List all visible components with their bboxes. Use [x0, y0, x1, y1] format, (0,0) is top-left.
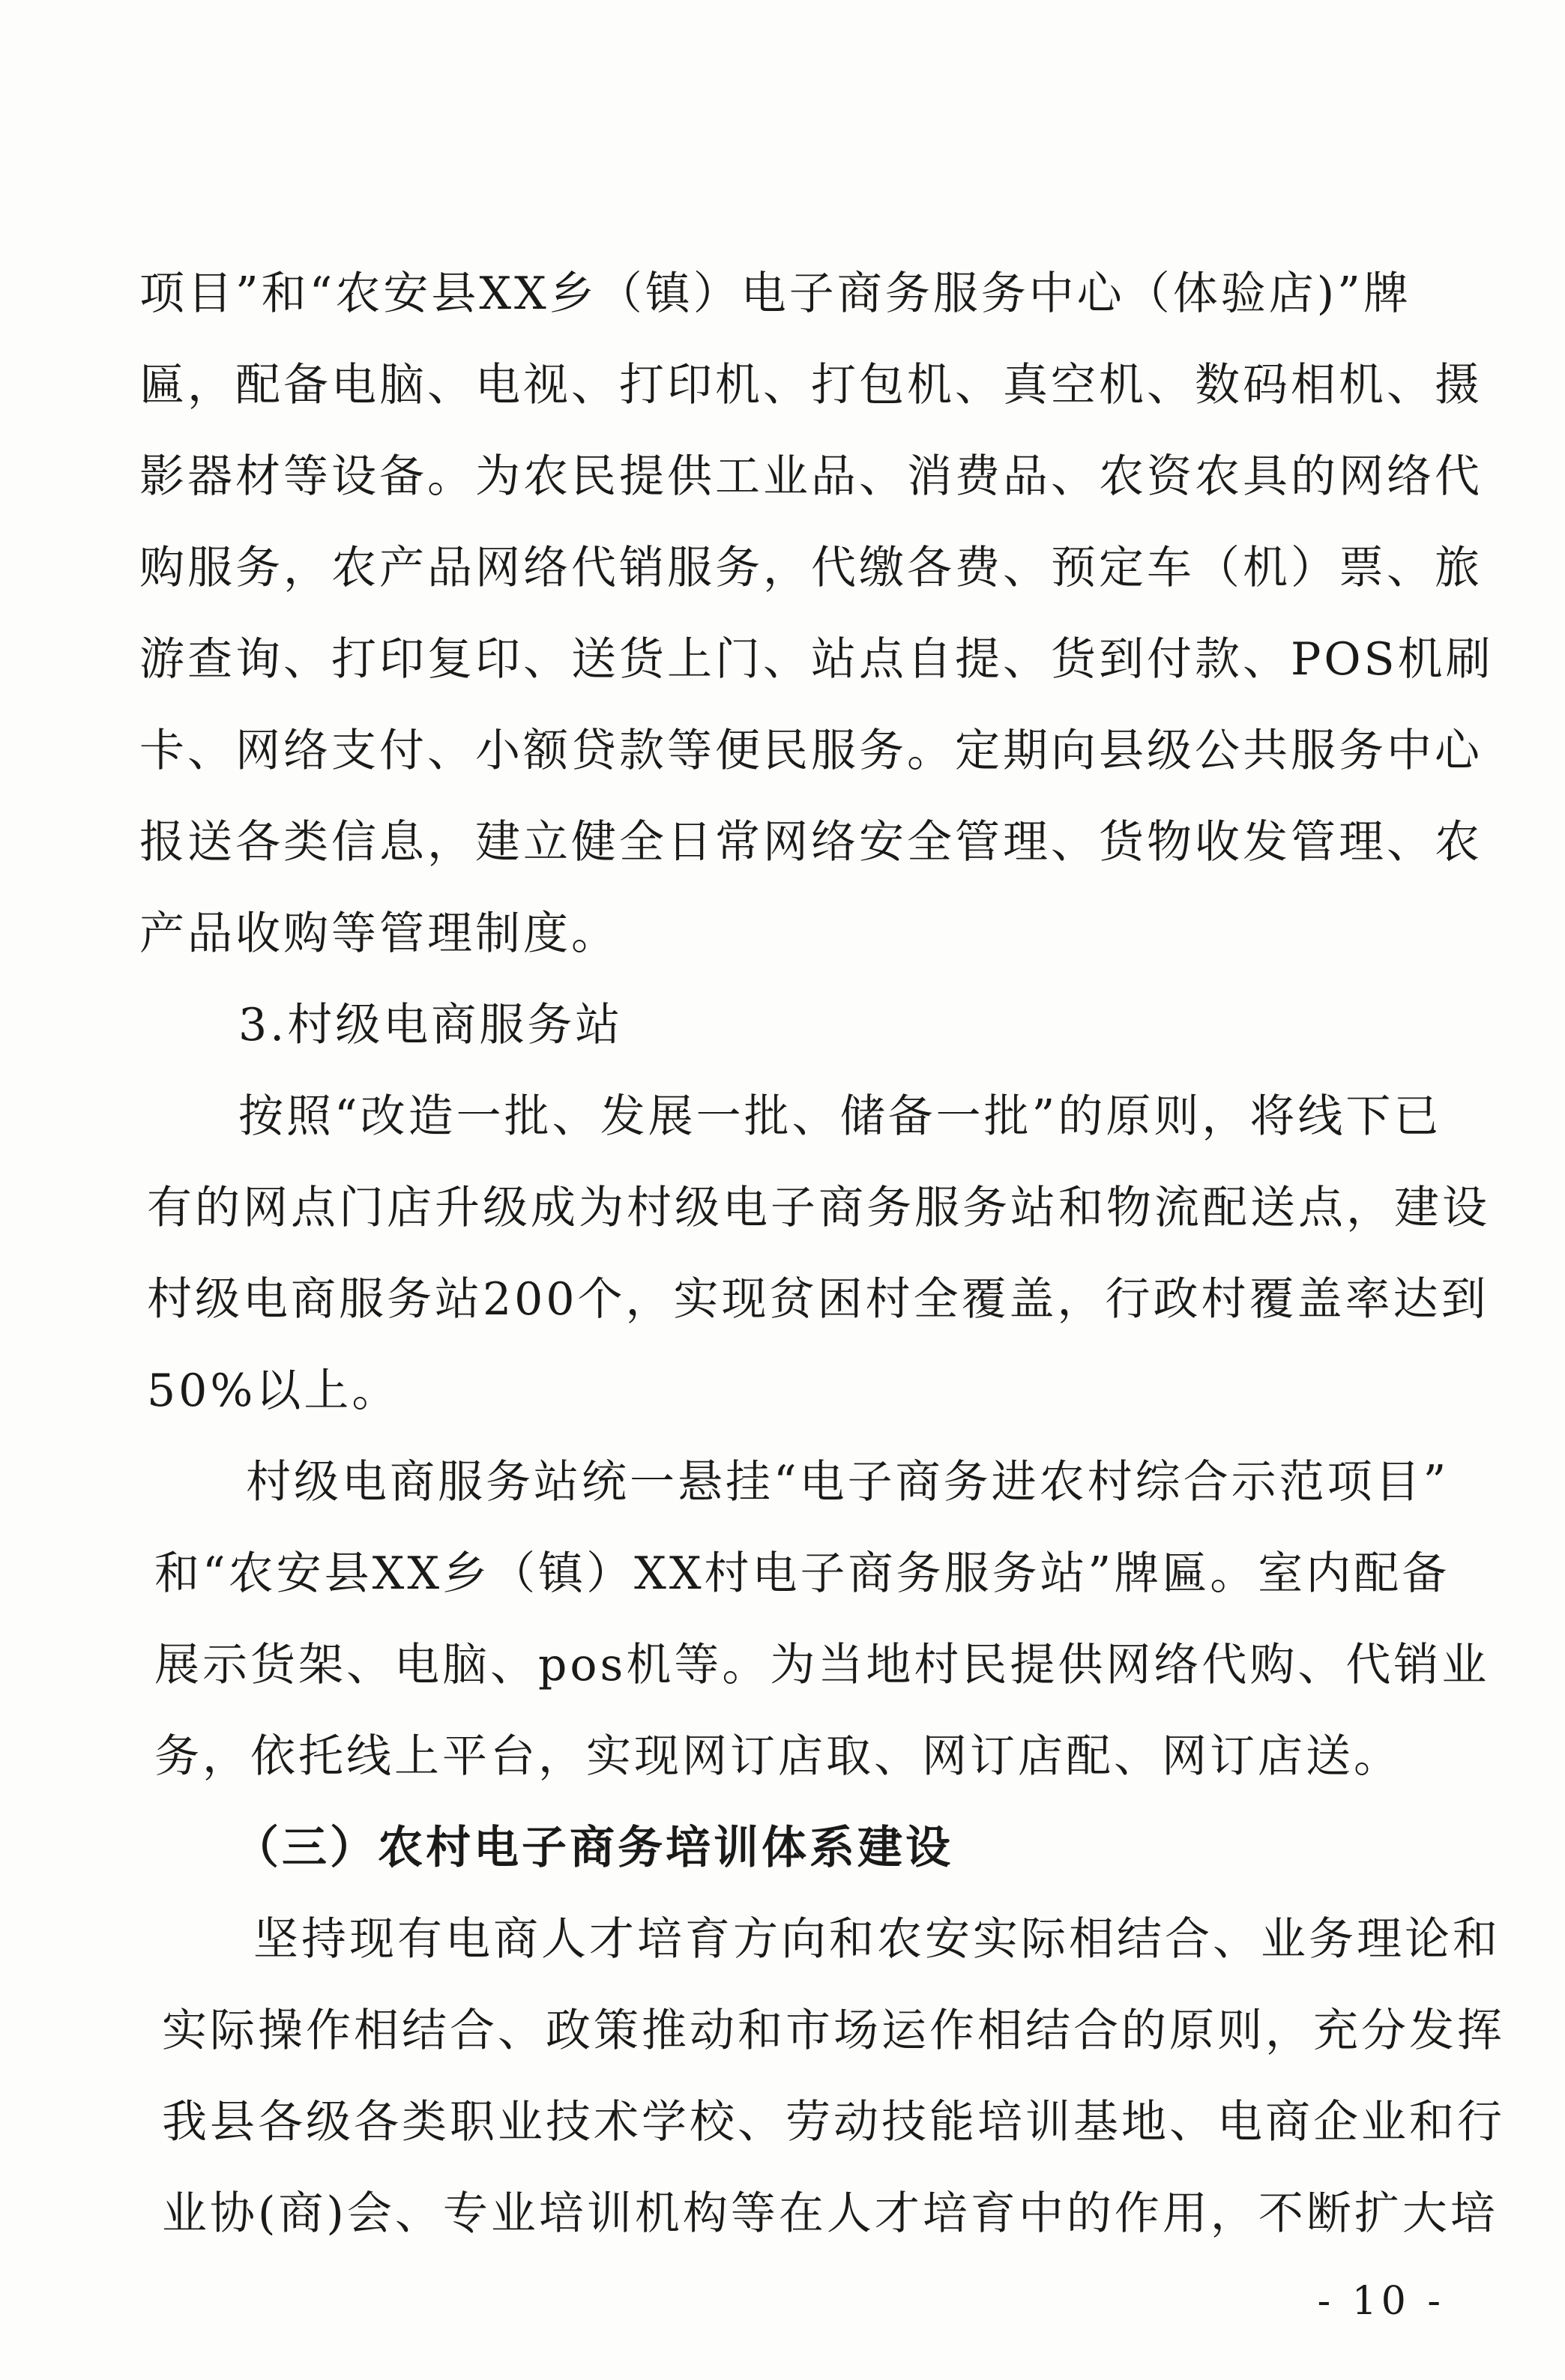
- text-line-2: 匾，配备电脑、电视、打印机、打包机、真空机、数码相机、摄: [139, 359, 1483, 411]
- text-line-19: 坚持现有电商人才培育方向和农安实际相结合、业务理论和: [253, 1913, 1501, 1966]
- text-line-20: 实际操作相结合、政策推动和市场运作相结合的原则，充分发挥: [162, 2005, 1505, 2057]
- text-line-21: 我县各级各类职业技术学校、劳动技能培训基地、电商企业和行: [162, 2096, 1505, 2148]
- text-line-10: 按照“改造一批、发展一批、储备一批”的原则，将线下已: [238, 1090, 1442, 1143]
- text-line-6: 卡、网络支付、小额贷款等便民服务。定期向县级公共服务中心: [139, 725, 1483, 777]
- text-line-12: 村级电商服务站200个，实现贫困村全覆盖，行政村覆盖率达到: [147, 1273, 1489, 1326]
- text-line-17: 务，依托线上平台，实现网订店取、网订店配、网订店送。: [154, 1730, 1402, 1783]
- text-line-22: 业协(商)会、专业培训机构等在人才培育中的作用，不断扩大培: [162, 2187, 1498, 2240]
- text-line-7: 报送各类信息，建立健全日常网络安全管理、货物收发管理、农: [139, 816, 1483, 869]
- section-heading-village-station: 3.村级电商服务站: [238, 999, 624, 1051]
- text-line-3: 影器材等设备。为农民提供工业品、消费品、农资农具的网络代: [139, 450, 1483, 503]
- text-line-5: 游查询、打印复印、送货上门、站点自提、货到付款、POS机刷: [139, 633, 1494, 686]
- text-line-14: 村级电商服务站统一悬挂“电子商务进农村综合示范项目”: [246, 1456, 1450, 1508]
- section-heading-training-system: （三）农村电子商务培训体系建设: [234, 1822, 953, 1874]
- text-line-11: 有的网点门店升级成为村级电子商务服务站和物流配送点，建设: [147, 1182, 1490, 1234]
- text-line-15: 和“农安县XX乡（镇）XX村电子商务服务站”牌匾。室内配备: [154, 1547, 1450, 1600]
- text-line-4: 购服务，农产品网络代销服务，代缴各费、预定车（机）票、旅: [139, 542, 1483, 594]
- page-number: - 10 -: [1317, 2279, 1445, 2324]
- text-line-1: 项目”和“农安县XX乡（镇）电子商务服务中心（体验店)”牌: [139, 268, 1411, 320]
- text-line-16: 展示货架、电脑、pos机等。为当地村民提供网络代购、代销业: [154, 1639, 1490, 1691]
- text-line-13: 50%以上。: [147, 1365, 400, 1417]
- text-line-8: 产品收购等管理制度。: [139, 907, 619, 960]
